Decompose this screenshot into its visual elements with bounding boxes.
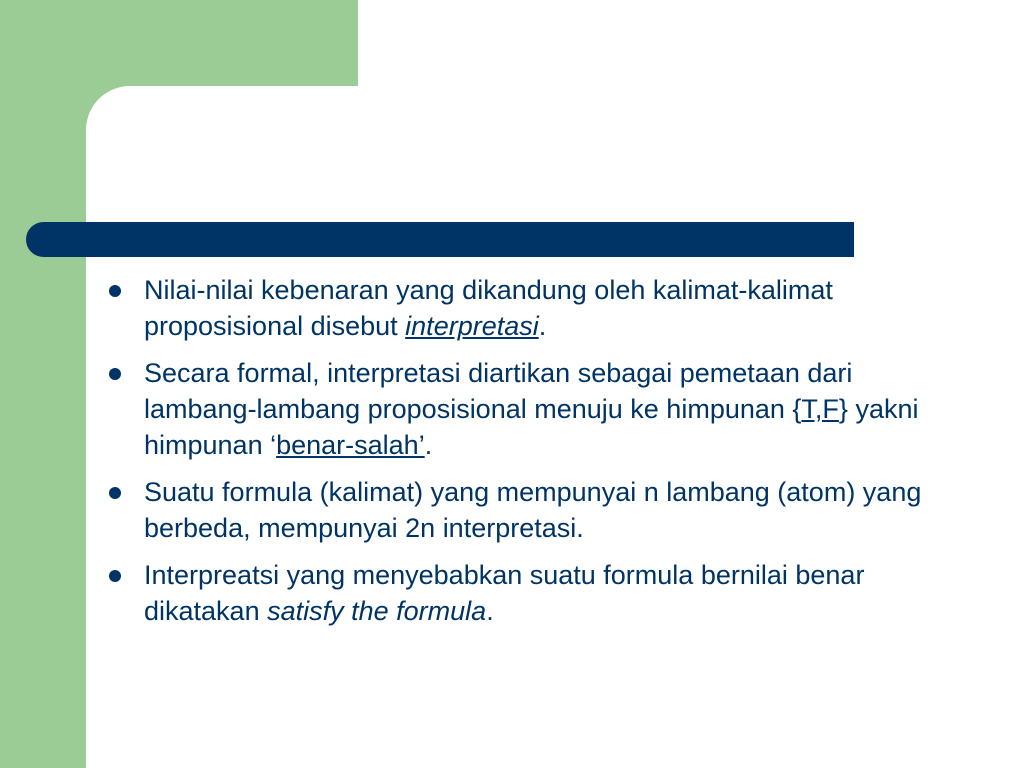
- bullet-text: Nilai-nilai kebenaran yang dikandung oleh kalimat-kalimat proposisional disebut interpretasi.: [144, 275, 833, 341]
- bullet-dot: [109, 285, 121, 297]
- title-bar: [26, 222, 854, 257]
- term-benar-salah: benar-salah’: [276, 430, 425, 460]
- term-satisfy-the-formula: satisfy the formula: [267, 596, 487, 626]
- bullet-dot: [109, 487, 121, 499]
- bullet-dot: [109, 368, 121, 380]
- term-interpretasi: interpretasi: [405, 311, 539, 341]
- bullet-item-interpretasi: [100, 272, 930, 344]
- bullet-text: Suatu formula (kalimat) yang mempunyai n lambang (atom) yang berbeda, mempunyai 2n interpretasi.: [144, 477, 922, 543]
- bullet-item-satisfy: [100, 557, 930, 629]
- set-tf: T,F: [801, 394, 839, 424]
- bullet-item-formula-count: [100, 474, 930, 546]
- bullet-text: Secara formal, interpretasi diartikan sebagai pemetaan dari lambang-lambang proposisional menuju ke himpunan {T,F} yakni himpunan ‘benar-salah’.: [144, 358, 919, 460]
- bullet-text: Interpreatsi yang menyebabkan suatu formula bernilai benar dikatakan satisfy the formula.: [144, 560, 865, 626]
- bullet-item-formal-definition: [100, 355, 930, 463]
- bullet-dot: [109, 570, 121, 582]
- slide-body: [100, 272, 930, 640]
- bullet-list: [100, 272, 930, 629]
